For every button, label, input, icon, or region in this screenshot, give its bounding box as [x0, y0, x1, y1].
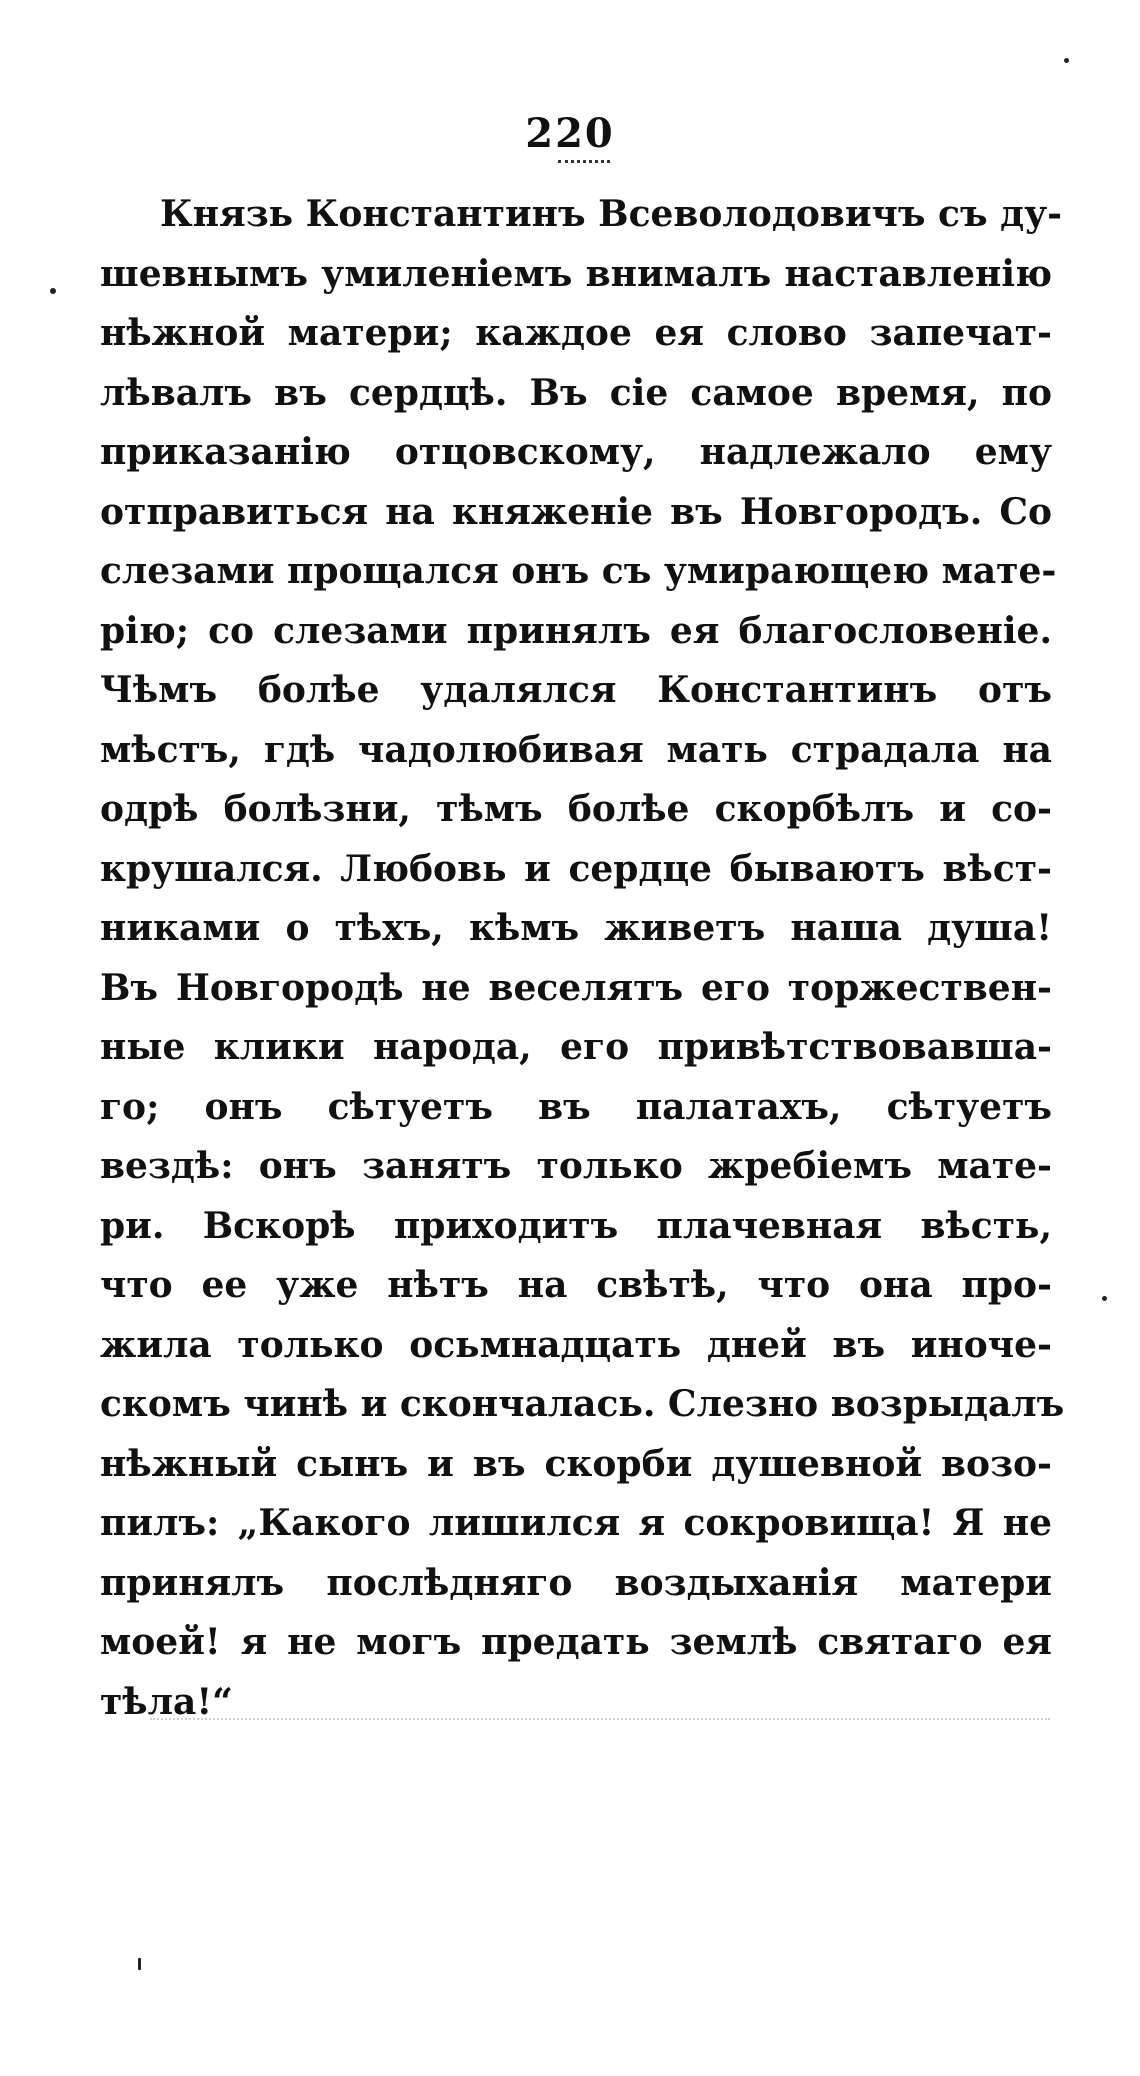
- text-line: слезами прощался онъ съ умирающею мате-: [100, 550, 1057, 592]
- text-line: мѣстъ, гдѣ чадолюбивая мать страдала на: [100, 728, 1052, 771]
- text-line: никами о тѣхъ, кѣмъ живетъ наша душа!: [100, 907, 1052, 949]
- text-line: вездѣ: онъ занятъ только жребіемъ мате-: [100, 1145, 1052, 1187]
- text-line: моей! я не могъ предать землѣ святаго ея: [100, 1621, 1052, 1663]
- body-text: [100, 185, 1065, 1732]
- text-line: Въ Новгородѣ не веселятъ его торжествен-: [100, 966, 1052, 1009]
- text-line: рію; со слезами принялъ ея благословеніе.: [100, 609, 1052, 652]
- text-line: лѣвалъ въ сердцѣ. Въ сіе самое время, по: [100, 371, 1052, 414]
- text-line: ные клики народа, его привѣтствовавша-: [100, 1026, 1052, 1068]
- ink-speck: [1102, 1296, 1107, 1301]
- text-line: ри. Вскорѣ приходитъ плачевная вѣсть,: [100, 1204, 1052, 1247]
- ink-speck: [50, 288, 56, 294]
- text-line: отправиться на княженіе въ Новгородъ. Со: [100, 490, 1052, 533]
- ink-speck: [138, 1958, 141, 1970]
- ink-speck: [1064, 58, 1069, 63]
- text-line: нѣжный сынъ и въ скорби душевной возо-: [100, 1442, 1052, 1485]
- text-line: Чѣмъ болѣе удалялся Константинъ отъ: [100, 669, 1052, 711]
- bleed-through-mark: [150, 1718, 1050, 1730]
- text-line: жила только осьмнадцать дней въ иноче-: [100, 1323, 1052, 1366]
- text-line: одрѣ болѣзни, тѣмъ болѣе скорбѣлъ и со-: [100, 788, 1052, 830]
- text-line: тѣла!“: [100, 1680, 233, 1723]
- text-line: шевнымъ умиленіемъ внималъ наставленію: [100, 252, 1052, 295]
- page-number-ornament: [558, 160, 610, 166]
- text-line: скомъ чинѣ и скончалась. Слезно возрыдалъ: [100, 1383, 1065, 1425]
- text-line: Князь Константинъ Всеволодовичъ съ ду-: [160, 193, 1063, 235]
- text-line: принялъ послѣдняго воздыханія матери: [100, 1561, 1052, 1604]
- text-line: пилъ: „Какого лишился я сокровища! Я не: [100, 1502, 1052, 1544]
- text-line: что ее уже нѣтъ на свѣтѣ, что она про-: [100, 1264, 1052, 1306]
- text-line: нѣжной матери; каждое ея слово запечат-: [100, 312, 1052, 354]
- text-line: крушался. Любовь и сердце бываютъ вѣст-: [100, 847, 1052, 890]
- text-line: приказанію отцовскому, надлежало ему: [100, 431, 1052, 473]
- text-line: го; онъ сѣтуетъ въ палатахъ, сѣтуетъ: [100, 1085, 1052, 1128]
- page-number: 220: [525, 110, 615, 157]
